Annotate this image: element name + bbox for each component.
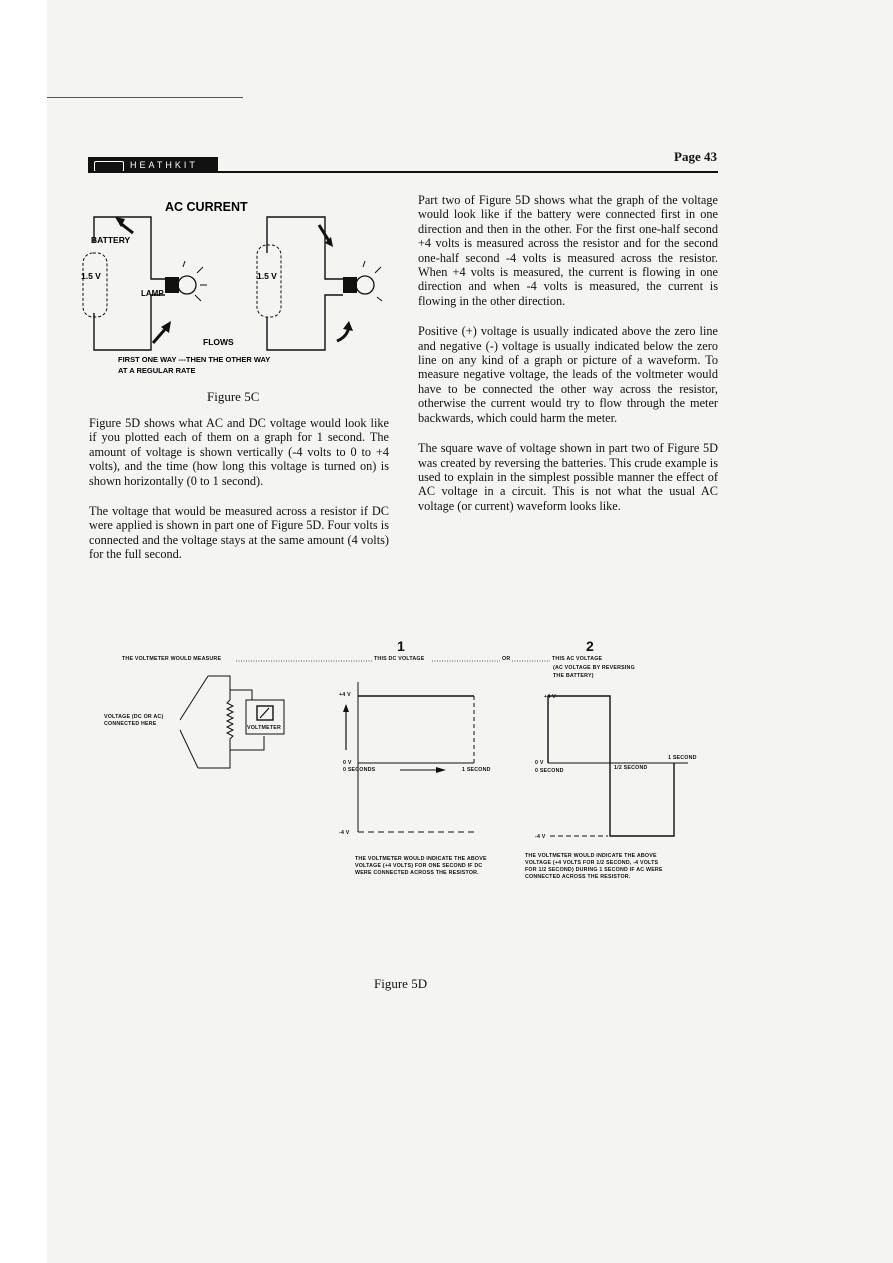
battery-label: BATTERY	[91, 235, 131, 245]
lamp-label: LAMP	[141, 289, 164, 298]
measure-label: THE VOLTMETER WOULD MEASURE	[122, 656, 222, 662]
ac-half-second-label: 1/2 SECOND	[614, 765, 648, 771]
voltage-right-label: 1.5 V	[257, 271, 277, 281]
dc-minus4v-label: -4 V	[339, 830, 350, 836]
voltmeter-label: VOLTMETER	[247, 725, 282, 731]
page-number: Page 43	[674, 149, 717, 164]
note1-line3: WERE CONNECTED ACROSS THE RESISTOR.	[355, 870, 479, 876]
voltage-connected-line2: CONNECTED HERE	[104, 721, 157, 727]
fig5c-caption-line1: FIRST ONE WAY ---THEN THE OTHER WAY	[118, 355, 271, 364]
ac-minus4v-label: -4 V	[535, 834, 546, 840]
or-label: OR	[502, 656, 511, 662]
ac-zero-second-label: 0 SECOND	[535, 768, 564, 774]
ac-plus4v-label: +4 V	[544, 694, 556, 700]
ac-voltage-graph	[530, 680, 690, 840]
dc-zero-seconds-label: 0 SECONDS	[343, 767, 376, 773]
logo-text: HEATHKIT	[130, 160, 198, 170]
voltage-left-label: 1.5 V	[81, 271, 101, 281]
left-para-2: The voltage that would be measured across a resistor if DC were applied is shown in part one of Figure 5D. Four volts is connected and the voltage stays at the same amount (4 volts) for the full second.	[89, 504, 389, 562]
right-para-3: The square wave of voltage shown in part two of Figure 5D was created by reversing the batteries. This crude example is used to explain in the simplest possible manner the effect of AC voltage in a circuit. This is not what the usual AC voltage (or current) waveform looks like.	[418, 441, 718, 513]
dc-voltage-graph	[340, 680, 490, 840]
dc-label: THIS DC VOLTAGE	[374, 656, 425, 662]
note2-line1: THE VOLTMETER WOULD INDICATE THE ABOVE	[525, 853, 657, 859]
ac-one-second-label: 1 SECOND	[668, 755, 697, 761]
ac-label-line2: (AC VOLTAGE BY REVERSING	[553, 665, 635, 671]
right-para-2: Positive (+) voltage is usually indicated above the zero line and negative (-) voltage is usually indicated below the zero line on any kind of a graph or picture of a waveform. To measure negative voltage, the leads of the voltmeter would have to be connected the other way across the resistor, otherwise the current would try to flow through the meter backwards, which could harm the meter.	[418, 324, 718, 425]
note1-line1: THE VOLTMETER WOULD INDICATE THE ABOVE	[355, 856, 487, 862]
voltage-connected-line1: VOLTAGE (DC OR AC)	[104, 714, 164, 720]
figure-5d-label: Figure 5D	[374, 976, 428, 991]
left-para-1: Figure 5D shows what AC and DC voltage would look like if you plotted each of them on a graph for 1 second. The amount of voltage is shown vertically (-4 volts to 0 to +4 volts), and the time (how long this voltage is turned on) is shown horizontally (0 to 1 second).	[89, 416, 389, 488]
figure-5c-label: Figure 5C	[207, 389, 260, 404]
dc-plus4v-label: +4 V	[339, 692, 351, 698]
fig5c-title: AC CURRENT	[165, 200, 248, 214]
fig5c-caption-line2: AT A REGULAR RATE	[118, 366, 196, 375]
flows-label: FLOWS	[203, 337, 234, 347]
dc-zero-v-label: 0 V	[343, 760, 352, 766]
ac-zero-v-label: 0 V	[535, 760, 544, 766]
ac-label-line1: THIS AC VOLTAGE	[552, 656, 603, 662]
note2-line3: FOR 1/2 SECOND) DURING 1 SECOND IF AC WERE	[525, 867, 663, 873]
note1-line2: VOLTAGE (+4 VOLTS) FOR ONE SECOND IF DC	[355, 863, 483, 869]
note2-line2: VOLTAGE (+4 VOLTS FOR 1/2 SECOND, -4 VOLTS	[525, 860, 659, 866]
part-1-number: 1	[397, 638, 405, 654]
ac-label-line3: THE BATTERY)	[553, 673, 594, 679]
part-2-number: 2	[586, 638, 594, 654]
dc-one-second-label: 1 SECOND	[462, 767, 491, 773]
right-para-1: Part two of Figure 5D shows what the graph of the voltage would look like if the battery were connected first in one direction and then in the other. For the first one-half second +4 volts is measured across the resistor and for the second one-half second -4 volts is measured across the resistor. When +4 volts is measured, the current is flowing in one direction and when -4 volts is measured, the current is flowing in the other direction.	[418, 193, 718, 308]
resistor-icon	[227, 700, 233, 744]
note2-line4: CONNECTED ACROSS THE RESISTOR.	[525, 874, 631, 880]
